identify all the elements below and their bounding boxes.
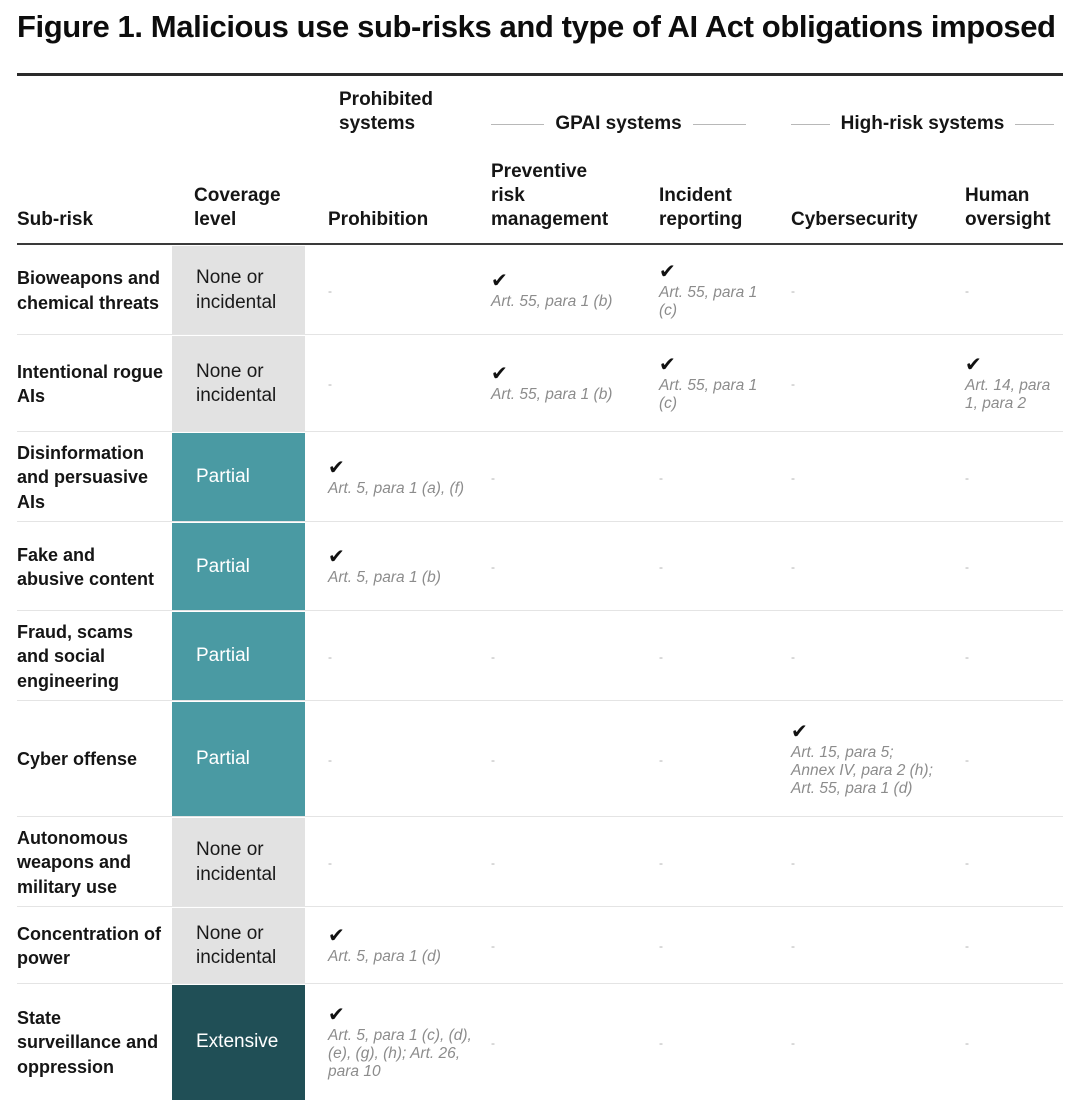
cell-preventive bbox=[491, 336, 641, 432]
cell-oversight bbox=[965, 336, 1065, 432]
cell-incident bbox=[659, 985, 779, 1100]
cell-cybersecurity bbox=[791, 908, 941, 984]
row-divider bbox=[17, 983, 1063, 984]
cell-preventive bbox=[491, 818, 641, 907]
empty-dash: - bbox=[791, 649, 795, 664]
coverage-badge-none-or-incidental: None or incidental bbox=[172, 908, 305, 984]
empty-dash: - bbox=[965, 752, 969, 767]
empty-dash: - bbox=[491, 855, 495, 870]
column-header-cybersecurity: Cybersecurity bbox=[791, 209, 918, 230]
top-rule bbox=[17, 73, 1063, 76]
article-reference: Art. 5, para 1 (b) bbox=[328, 569, 441, 586]
coverage-badge-partial: Partial bbox=[172, 523, 305, 611]
row-divider bbox=[17, 700, 1063, 701]
empty-dash: - bbox=[791, 855, 795, 870]
coverage-badge-none-or-incidental: None or incidental bbox=[172, 818, 305, 907]
row-divider bbox=[17, 334, 1063, 335]
empty-dash: - bbox=[965, 283, 969, 298]
article-reference: Art. 55, para 1 (b) bbox=[491, 386, 613, 403]
subrisk-label: Autonomous weapons and military use bbox=[17, 827, 132, 897]
cell-oversight bbox=[965, 985, 1065, 1100]
group-rule bbox=[1015, 124, 1054, 125]
cell-incident bbox=[659, 336, 779, 432]
empty-dash: - bbox=[965, 560, 969, 574]
cell-preventive bbox=[491, 523, 641, 611]
empty-dash: - bbox=[965, 1035, 969, 1050]
cell-oversight bbox=[965, 433, 1065, 522]
checkmark-icon: ✔ bbox=[328, 456, 345, 479]
cell-incident bbox=[659, 818, 779, 907]
empty-dash: - bbox=[659, 939, 663, 953]
cell-incident bbox=[659, 908, 779, 984]
cell-preventive bbox=[491, 433, 641, 522]
empty-dash: - bbox=[791, 470, 795, 485]
cell-incident bbox=[659, 612, 779, 701]
article-reference: Art. 5, para 1 (c), (d), (e), (g), (h); Art. 26, para 10 bbox=[328, 1026, 472, 1080]
cell-oversight bbox=[965, 818, 1065, 907]
row-divider bbox=[17, 816, 1063, 817]
article-reference: Art. 55, para 1 (c) bbox=[659, 377, 758, 412]
subrisk-label: State surveillance and oppression bbox=[17, 1007, 159, 1077]
figure-title: Figure 1. Malicious use sub-risks and type of AI Act obligations imposed bbox=[17, 9, 1056, 44]
article-reference: Art. 5, para 1 (d) bbox=[328, 948, 441, 965]
subrisk-label: Fake and abusive content bbox=[17, 544, 155, 589]
table-row bbox=[17, 702, 1063, 817]
cell-oversight bbox=[965, 908, 1065, 984]
empty-dash: - bbox=[328, 377, 332, 391]
article-reference: Art. 55, para 1 (b) bbox=[491, 292, 613, 310]
empty-dash: - bbox=[791, 1035, 795, 1050]
group-rule bbox=[491, 124, 544, 125]
table-row bbox=[17, 336, 1063, 432]
empty-dash: - bbox=[491, 470, 495, 485]
group-rule bbox=[791, 124, 830, 125]
checkmark-icon: ✔ bbox=[659, 354, 676, 376]
cell-incident bbox=[659, 246, 779, 335]
column-header-preventive: Preventive risk management bbox=[491, 161, 609, 230]
empty-dash: - bbox=[659, 1035, 663, 1050]
coverage-badge-partial: Partial bbox=[172, 433, 305, 522]
group-rule bbox=[693, 124, 746, 125]
cell-prohibition bbox=[328, 908, 478, 984]
header-rule bbox=[17, 243, 1063, 245]
group-header-gpai bbox=[491, 112, 746, 136]
article-reference: Art. 14, para 1, para 2 bbox=[965, 377, 1051, 412]
empty-dash: - bbox=[659, 560, 663, 574]
cell-preventive bbox=[491, 612, 641, 701]
article-reference: Art. 5, para 1 (a), (f) bbox=[328, 479, 465, 497]
cell-prohibition bbox=[328, 985, 478, 1100]
empty-dash: - bbox=[659, 470, 663, 485]
subrisk-label: Cyber offense bbox=[17, 749, 138, 770]
cell-preventive bbox=[491, 985, 641, 1100]
row-divider bbox=[17, 610, 1063, 611]
empty-dash: - bbox=[965, 855, 969, 870]
checkmark-icon: ✔ bbox=[965, 354, 982, 376]
checkmark-icon: ✔ bbox=[328, 546, 345, 568]
empty-dash: - bbox=[965, 939, 969, 953]
cell-cybersecurity bbox=[791, 818, 941, 907]
column-header-oversight: Human oversight bbox=[965, 185, 1051, 230]
cell-cybersecurity bbox=[791, 336, 941, 432]
cell-incident bbox=[659, 433, 779, 522]
empty-dash: - bbox=[491, 939, 495, 953]
cell-oversight bbox=[965, 612, 1065, 701]
table-row bbox=[17, 818, 1063, 907]
cell-prohibition bbox=[328, 433, 478, 522]
empty-dash: - bbox=[791, 560, 795, 574]
cell-cybersecurity bbox=[791, 433, 941, 522]
empty-dash: - bbox=[328, 752, 332, 767]
group-header-gpai-label: GPAI systems bbox=[555, 113, 682, 134]
empty-dash: - bbox=[659, 855, 663, 870]
cell-prohibition bbox=[328, 246, 478, 335]
group-header-prohibited bbox=[339, 88, 469, 136]
row-divider bbox=[17, 431, 1063, 432]
empty-dash: - bbox=[659, 752, 663, 767]
cell-preventive bbox=[491, 246, 641, 335]
empty-dash: - bbox=[328, 283, 332, 298]
checkmark-icon: ✔ bbox=[491, 269, 508, 292]
empty-dash: - bbox=[491, 649, 495, 664]
subrisk-label: Bioweapons and chemical threats bbox=[17, 268, 161, 313]
row-divider bbox=[17, 521, 1063, 522]
checkmark-icon: ✔ bbox=[328, 1003, 345, 1026]
article-reference: Art. 15, para 5; Annex IV, para 2 (h); Art. 55, para 1 (d) bbox=[791, 743, 933, 797]
coverage-badge-extensive: Extensive bbox=[172, 985, 305, 1100]
column-header-coverage: Coverage level bbox=[194, 185, 281, 230]
subrisk-label: Fraud, scams and social engineering bbox=[17, 621, 134, 691]
cell-prohibition bbox=[328, 336, 478, 432]
cell-cybersecurity bbox=[791, 246, 941, 335]
checkmark-icon: ✔ bbox=[659, 260, 676, 283]
empty-dash: - bbox=[659, 649, 663, 664]
empty-dash: - bbox=[328, 649, 332, 664]
empty-dash: - bbox=[491, 752, 495, 767]
cell-incident bbox=[659, 523, 779, 611]
cell-prohibition bbox=[328, 818, 478, 907]
checkmark-icon: ✔ bbox=[328, 925, 345, 947]
coverage-badge-partial: Partial bbox=[172, 702, 305, 817]
cell-prohibition bbox=[328, 523, 478, 611]
coverage-badge-none-or-incidental: None or incidental bbox=[172, 336, 305, 432]
cell-prohibition bbox=[328, 612, 478, 701]
coverage-badge-partial: Partial bbox=[172, 612, 305, 701]
table-row bbox=[17, 908, 1063, 984]
cell-prohibition bbox=[328, 702, 478, 817]
empty-dash: - bbox=[791, 939, 795, 953]
empty-dash: - bbox=[491, 1035, 495, 1050]
checkmark-icon: ✔ bbox=[491, 363, 508, 385]
group-header-prohibited-label: Prohibited systems bbox=[339, 89, 433, 134]
cell-preventive bbox=[491, 702, 641, 817]
subrisk-label: Disinformation and persuasive AIs bbox=[17, 442, 149, 512]
cell-cybersecurity bbox=[791, 985, 941, 1100]
table-row bbox=[17, 523, 1063, 611]
cell-cybersecurity bbox=[791, 612, 941, 701]
cell-oversight bbox=[965, 246, 1065, 335]
group-header-high-risk-label: High-risk systems bbox=[840, 113, 1005, 134]
table-row bbox=[17, 985, 1063, 1100]
checkmark-icon: ✔ bbox=[791, 720, 808, 743]
empty-dash: - bbox=[791, 283, 795, 298]
subrisk-label: Intentional rogue AIs bbox=[17, 361, 163, 406]
column-header-subrisk: Sub-risk bbox=[17, 209, 94, 230]
empty-dash: - bbox=[328, 855, 332, 870]
empty-dash: - bbox=[491, 560, 495, 574]
column-header-incident: Incident reporting bbox=[659, 185, 743, 230]
cell-oversight bbox=[965, 523, 1065, 611]
table-row bbox=[17, 433, 1063, 522]
row-divider bbox=[17, 906, 1063, 907]
cell-incident bbox=[659, 702, 779, 817]
column-header-prohibition: Prohibition bbox=[328, 209, 429, 230]
table-row bbox=[17, 246, 1063, 335]
article-reference: Art. 55, para 1 (c) bbox=[659, 283, 758, 319]
coverage-badge-none-or-incidental: None or incidental bbox=[172, 246, 305, 335]
empty-dash: - bbox=[965, 649, 969, 664]
subrisk-label: Concentration of power bbox=[17, 923, 161, 968]
empty-dash: - bbox=[965, 470, 969, 485]
empty-dash: - bbox=[791, 377, 795, 391]
cell-oversight bbox=[965, 702, 1065, 817]
cell-preventive bbox=[491, 908, 641, 984]
group-header-high-risk bbox=[791, 112, 1054, 136]
cell-cybersecurity bbox=[791, 523, 941, 611]
cell-cybersecurity bbox=[791, 702, 941, 817]
table-row bbox=[17, 612, 1063, 701]
